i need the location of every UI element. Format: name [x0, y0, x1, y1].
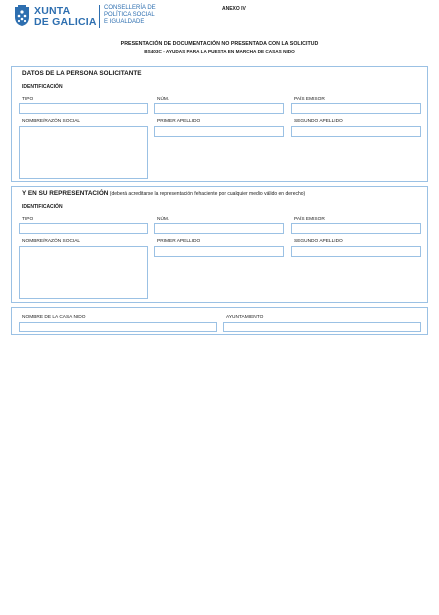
representative-identification-label: IDENTIFICACIÓN	[22, 204, 63, 210]
applicant-surname1-label: PRIMER APELLIDO	[157, 119, 201, 124]
applicant-country-field[interactable]	[291, 103, 421, 114]
applicant-section-title: DATOS DE LA PERSONA SOLICITANTE	[22, 70, 142, 77]
applicant-surname1-field[interactable]	[154, 126, 284, 137]
nest-house-name-label: NOMBRE DE LA CASA NIDO	[22, 315, 86, 320]
representative-country-field[interactable]	[291, 223, 421, 234]
council-field[interactable]	[223, 322, 421, 332]
representative-name-field[interactable]	[19, 246, 148, 299]
annex-label: ANEXO IV	[222, 6, 246, 12]
applicant-identification-label: IDENTIFICACIÓN	[22, 84, 63, 90]
applicant-surname2-field[interactable]	[291, 126, 421, 137]
applicant-country-label: PAÍS EMISOR	[294, 97, 325, 102]
form-subtitle: BS403C - AYUDAS PARA LA PUESTA EN MARCHA DE CASAS NIDO	[144, 49, 295, 54]
representative-title-text: Y EN SU REPRESENTACIÓN	[22, 190, 109, 197]
applicant-number-field[interactable]	[154, 103, 284, 114]
representative-surname2-label: SEGUNDO APELLIDO	[294, 239, 343, 244]
nest-house-name-field[interactable]	[19, 322, 217, 332]
nest-house-section	[11, 307, 428, 335]
applicant-type-label: TIPO	[22, 97, 34, 102]
representative-surname1-label: PRIMER APELLIDO	[157, 239, 201, 244]
applicant-name-label: NOMBRE/RAZÓN SOCIAL	[22, 119, 81, 124]
form-title: PRESENTACIÓN DE DOCUMENTACIÓN NO PRESENTADA CON LA SOLICITUD	[120, 41, 319, 47]
representative-number-label: NÚM.	[157, 217, 170, 222]
applicant-name-field[interactable]	[19, 126, 148, 179]
representative-title-note: (deberá acreditarse la representación fehaciente por cualquier medio válido en derecho)	[108, 191, 306, 197]
representative-name-label: NOMBRE/RAZÓN SOCIAL	[22, 239, 81, 244]
representative-surname2-field[interactable]	[291, 246, 421, 257]
representative-section-title	[22, 190, 305, 197]
representative-number-field[interactable]	[154, 223, 284, 234]
applicant-type-field[interactable]	[19, 103, 148, 114]
logo-department-text: CONSELLERÍA DE POLÍTICA SOCIAL E IGUALDADE	[104, 5, 156, 26]
representative-section	[11, 186, 428, 303]
applicant-number-label: NÚM.	[157, 97, 170, 102]
representative-type-field[interactable]	[19, 223, 148, 234]
xunta-logo	[14, 5, 164, 29]
representative-surname1-field[interactable]	[154, 246, 284, 257]
logo-divider	[99, 5, 100, 28]
galicia-shield-icon	[14, 5, 30, 27]
representative-country-label: PAÍS EMISOR	[294, 217, 325, 222]
council-label: AYUNTAMIENTO	[226, 315, 264, 320]
logo-xunta-text: XUNTA DE GALICIA	[34, 5, 97, 28]
applicant-surname2-label: SEGUNDO APELLIDO	[294, 119, 343, 124]
applicant-section	[11, 66, 428, 182]
representative-type-label: TIPO	[22, 217, 34, 222]
